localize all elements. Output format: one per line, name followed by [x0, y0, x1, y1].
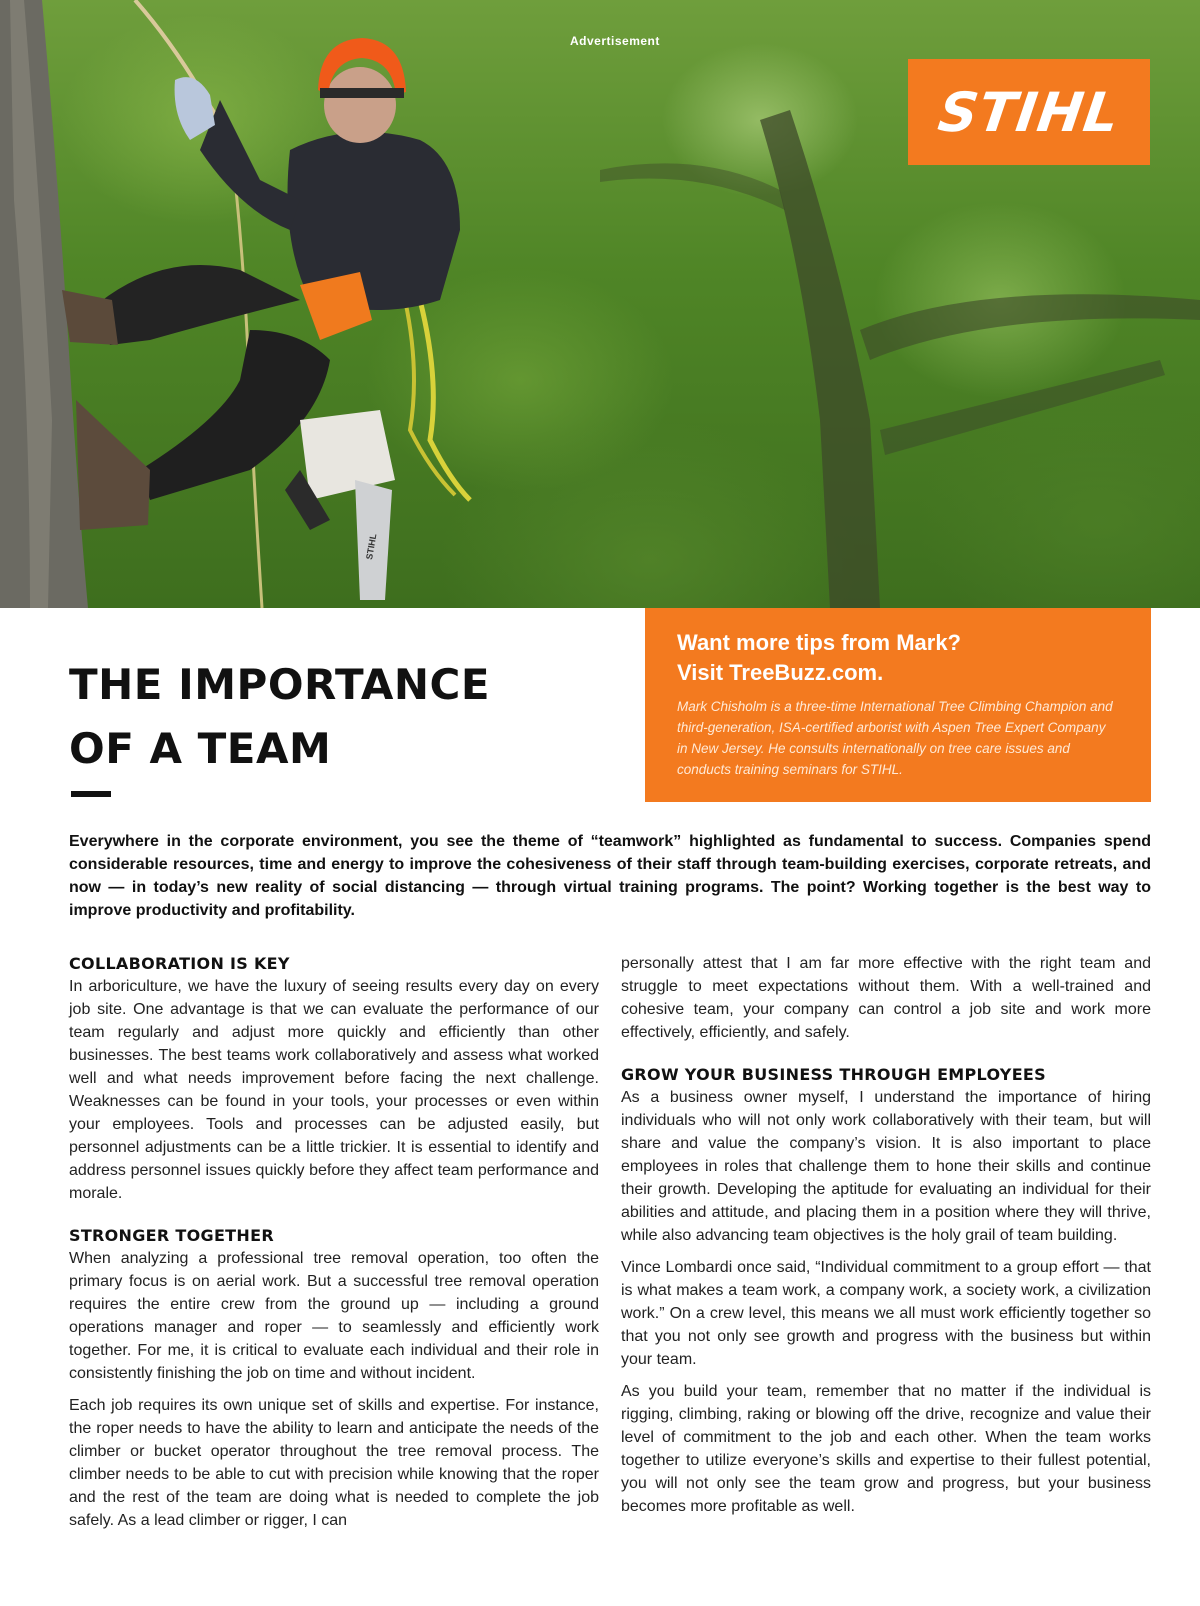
section-heading-stronger-together: STRONGER TOGETHER — [69, 1226, 274, 1245]
section-heading-grow-business: GROW YOUR BUSINESS THROUGH EMPLOYEES — [621, 1065, 1046, 1084]
stronger-paragraph-2: Each job requires its own unique set of skills and expertise. For instance, the roper needs to have the ability to learn and anticipate the needs of the climber or bucket operator throughout the tree removal process. The climber needs to be able to cut with precision while knowing that the roper and the rest of the team are doing what is needed to complete the job safely. As a lead climber or rigger, I can — [69, 1397, 599, 1529]
promo-heading — [677, 628, 1119, 688]
advertisement-label: Advertisement — [570, 34, 660, 48]
stihl-logo — [908, 59, 1150, 165]
grow-paragraph-2: Vince Lombardi once said, “Individual commitment to a group effort — that is what makes a team work, a company work, a society work, a civilization work.” On a crew level, this means we all must work efficiently together so that you not only see growth and progress with the business but within your team. — [621, 1259, 1151, 1368]
stronger-paragraph-1: When analyzing a professional tree removal operation, too often the primary focus is on aerial work. But a successful tree removal operation requires the entire crew from the ground up — including a ground operations manager and roper — to seamlessly and efficiently work together. For me, it is critical to evaluate each individual and their role in consistently finishing the job on time and without incident. — [69, 1250, 599, 1382]
grow-paragraph-1: As a business owner myself, I understand the importance of hiring individuals who will not only work collaboratively with their team, but will share and value the company’s vision. It is also important to place employees in roles that challenge them to hone their skills and continue their growth. Developing the aptitude for evaluating an individual for their abilities and attitude, and placing them in a position where they will thrive, while also advancing team objectives is the holy grail of team building. — [621, 1089, 1151, 1244]
article-title-line2: OF A TEAM — [69, 724, 332, 773]
promo-heading-line1: Want more tips from Mark? — [677, 630, 961, 655]
stihl-logo-text: STIHL — [934, 80, 1124, 144]
body-column-right — [621, 952, 1151, 1518]
article-title — [69, 653, 609, 781]
article-title-line1: THE IMPORTANCE — [69, 660, 491, 709]
hero-photo — [0, 0, 1200, 608]
collaboration-paragraph: In arboriculture, we have the luxury of seeing results every day on every job site. One advantage is that we can evaluate the performance of our team regularly and adjust more quickly and efficiently than other businesses. The best teams work collaboratively and assess what worked well and what needs improvement before facing the next challenge. Weaknesses can be found in your tools, your processes or even within your employees. Tools and processes can be adjusted easily, but personnel adjustments can be a little trickier. It is essential to identify and address personnel issues quickly before they affect team performance and morale. — [69, 978, 599, 1202]
promo-heading-line2[interactable]: Visit TreeBuzz.com. — [677, 660, 884, 685]
stronger-paragraph-2-continued: personally attest that I am far more effective with the right team and struggle to meet expectations without them. With a well-trained and cohesive team, your company can control a job site and work more effectively, efficiently, and safely. — [621, 955, 1151, 1041]
chainsaw-brand-text: STIHL — [364, 533, 379, 561]
intro-paragraph: Everywhere in the corporate environment, you see the theme of “teamwork” highlighted as fundamental to success. Companies spend considerable resources, time and energy to improve the cohesiveness of their staff through team-building exercises, corporate retreats, and now — in today’s new reality of social distancing — through virtual training programs. The point? Working together is the best way to improve productivity and profitability. — [69, 833, 1151, 919]
section-heading-collaboration: COLLABORATION IS KEY — [69, 954, 290, 973]
promo-box — [645, 608, 1151, 802]
grow-paragraph-3: As you build your team, remember that no matter if the individual is rigging, climbing, raking or blowing off the drive, recognize and value their level of commitment to the job and each other. When the team works together to utilize everyone’s skills and expertise to their fullest potential, you will not only see the team grow and progress, but your business becomes more profitable as well. — [621, 1383, 1151, 1515]
body-column-left — [69, 952, 599, 1532]
author-bio: Mark Chisholm is a three-time International Tree Climbing Champion and third-generation, ISA-certified arborist with Aspen Tree Expert Company in New Jersey. He consults internationally on tree care issues and conducts training seminars for STIHL. — [677, 699, 1113, 777]
title-divider — [71, 791, 111, 797]
